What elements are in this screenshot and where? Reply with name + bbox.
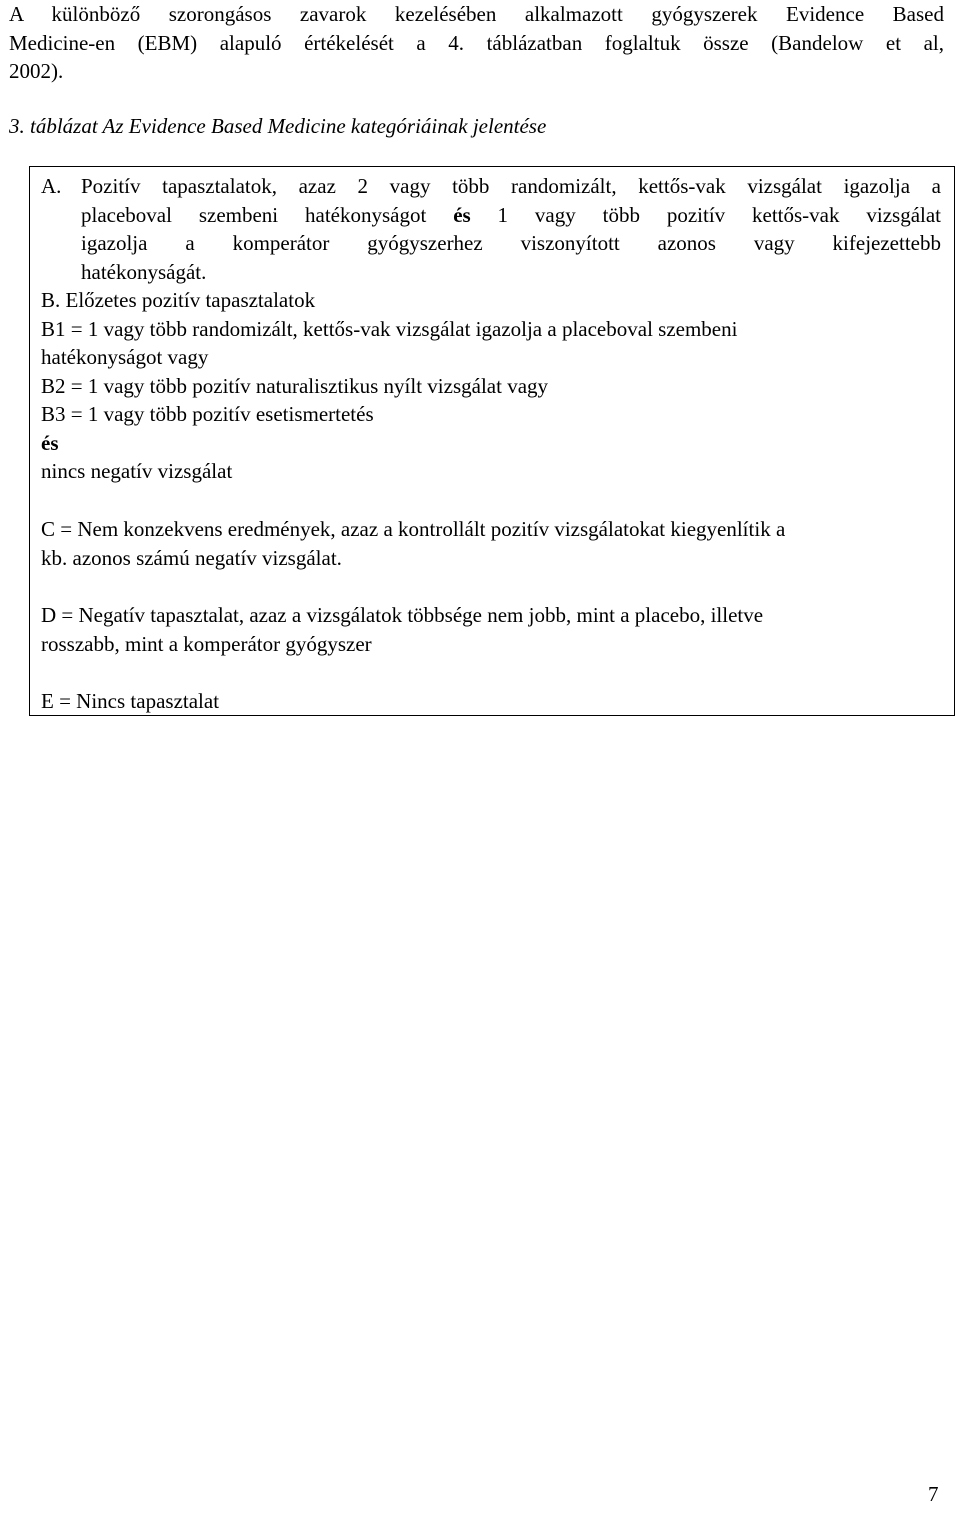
category-b-and: és (41, 430, 59, 455)
category-b-no-negative: nincs negatív vizsgálat (41, 459, 233, 483)
category-a (41, 172, 941, 286)
category-a-line-3: igazolja a komperátor gyógyszerhez viszonyított azonos vagy kifejezettebb (81, 231, 941, 255)
intro-line-1: A különböző szorongásos zavarok kezelésében alkalmazott gyógyszerek Evidence Based (9, 2, 944, 26)
category-a-line-1: Pozitív tapasztalatok, azaz 2 vagy több randomizált, kettős-vak vizsgálat igazolja a (81, 174, 941, 198)
category-b (41, 286, 941, 486)
category-b3: B3 = 1 vagy több pozitív esetismertetés (41, 402, 374, 426)
category-a-line-2 (81, 201, 941, 230)
category-c-line-2: kb. azonos számú negatív vizsgálat. (41, 545, 342, 570)
category-d (41, 601, 941, 658)
category-e-text: E = Nincs tapasztalat (41, 689, 220, 713)
category-c (41, 515, 941, 572)
category-a-label: A. (41, 174, 62, 198)
category-a-line-2-start: placeboval szembeni hatékonyságot (81, 202, 454, 227)
category-e (41, 687, 941, 716)
category-c-line-1: C = Nem konzekvens eredmények, azaz a kontrollált pozitív vizsgálatokat kiegyenlítik a (41, 517, 786, 541)
category-d-line-2: rosszabb, mint a komperátor gyógyszer (41, 631, 372, 656)
table-caption: 3. táblázat Az Evidence Based Medicine kategóriáinak jelentése (9, 114, 547, 138)
and-emphasis: és (453, 202, 471, 227)
intro-line-3: 2002). (9, 59, 64, 83)
category-b1-line-2: hatékonyságot vagy (41, 345, 209, 369)
intro-paragraph (9, 0, 944, 86)
category-b2: B2 = 1 vagy több pozitív naturalisztikus nyílt vizsgálat vagy (41, 373, 549, 398)
category-b-heading: B. Előzetes pozitív tapasztalatok (41, 288, 316, 312)
category-a-line-4: hatékonyságát. (81, 259, 207, 284)
page-number: 7 (928, 1482, 939, 1506)
category-d-line-1: D = Negatív tapasztalat, azaz a vizsgálatok többsége nem jobb, mint a placebo, illetve (41, 603, 764, 627)
ebm-categories-table (29, 166, 955, 716)
intro-line-2: Medicine-en (EBM) alapuló értékelését a 4. táblázatban foglaltuk össze (Bandelow et al, (9, 30, 944, 55)
category-b1-line-1: B1 = 1 vagy több randomizált, kettős-vak vizsgálat igazolja a placeboval szembeni (41, 316, 738, 341)
category-a-line-2-end: 1 vagy több pozitív kettős-vak vizsgálat (470, 202, 942, 227)
category-a-text (81, 172, 941, 286)
